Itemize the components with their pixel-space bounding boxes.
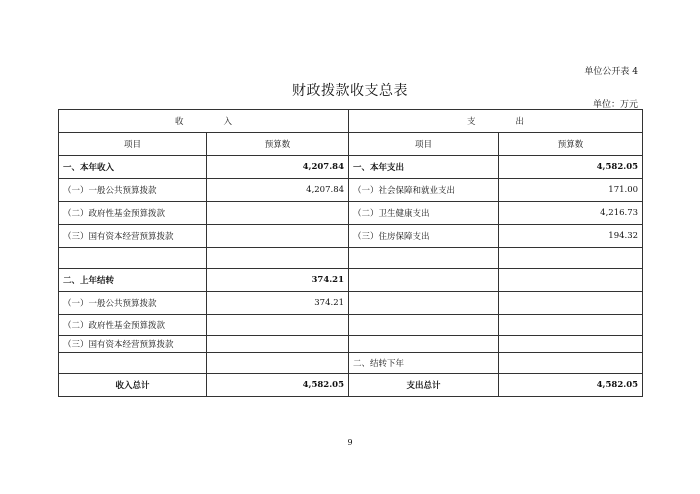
- table-row: [59, 315, 643, 336]
- page-number: 9: [347, 438, 353, 447]
- expense-amount-cell: 194.32: [499, 225, 643, 248]
- expense-item-cell: [349, 315, 499, 336]
- income-amount-cell: 374.21: [207, 269, 349, 292]
- expense-item-cell: （三）住房保障支出: [349, 225, 499, 248]
- expense-amount-cell: [499, 248, 643, 269]
- income-item-cell: （一）一般公共预算拨款: [59, 292, 207, 315]
- income-item-cell: 一、本年收入: [59, 156, 207, 179]
- income-total-value: 4,582.05: [207, 374, 349, 397]
- table-row: [59, 292, 643, 315]
- income-item-cell: [59, 248, 207, 269]
- expense-amount-cell: [499, 292, 643, 315]
- expense-item-cell: [349, 292, 499, 315]
- income-amount-cell: [207, 315, 349, 336]
- expense-item-cell: （二）卫生健康支出: [349, 202, 499, 225]
- expense-item-cell: 二、结转下年: [349, 353, 499, 374]
- income-total-label: 收入总计: [59, 374, 207, 397]
- expense-item-cell: [349, 269, 499, 292]
- income-section-header: 收入: [59, 110, 349, 133]
- table-row: [59, 353, 643, 374]
- expense-total-label: 支出总计: [349, 374, 499, 397]
- table-row: [59, 336, 643, 353]
- income-item-cell: （三）国有资本经营预算拨款: [59, 336, 207, 353]
- table-row: [59, 156, 643, 179]
- column-header-row: [59, 133, 643, 156]
- table-row: [59, 225, 643, 248]
- expense-total-value: 4,582.05: [499, 374, 643, 397]
- income-item-cell: （二）政府性基金预算拨款: [59, 202, 207, 225]
- budget-table: [58, 109, 643, 397]
- income-item-header: 项目: [59, 133, 207, 156]
- expense-item-cell: 一、本年支出: [349, 156, 499, 179]
- income-amount-cell: 374.21: [207, 292, 349, 315]
- expense-item-cell: [349, 336, 499, 353]
- income-amount-cell: [207, 353, 349, 374]
- section-header-row: [59, 110, 643, 133]
- expense-amount-cell: [499, 353, 643, 374]
- expense-amount-cell: [499, 315, 643, 336]
- income-item-cell: 二、上年结转: [59, 269, 207, 292]
- income-amount-cell: [207, 248, 349, 269]
- unit-label: 单位：万元: [592, 100, 638, 110]
- expense-amount-cell: 171.00: [499, 179, 643, 202]
- expense-item-cell: [349, 248, 499, 269]
- expense-item-header: 项目: [349, 133, 499, 156]
- expense-section-header: 支出: [349, 110, 643, 133]
- income-item-cell: （三）国有资本经营预算拨款: [59, 225, 207, 248]
- income-item-cell: [59, 353, 207, 374]
- totals-row: [59, 374, 643, 397]
- expense-amount-cell: 4,582.05: [499, 156, 643, 179]
- income-amount-cell: [207, 202, 349, 225]
- expense-amount-header: 预算数: [499, 133, 643, 156]
- expense-amount-cell: [499, 336, 643, 353]
- table-row: [59, 179, 643, 202]
- income-amount-cell: 4,207.84: [207, 179, 349, 202]
- table-row: [59, 269, 643, 292]
- income-amount-header: 预算数: [207, 133, 349, 156]
- expense-item-cell: （一）社会保障和就业支出: [349, 179, 499, 202]
- income-item-cell: （一）一般公共预算拨款: [59, 179, 207, 202]
- income-amount-cell: 4,207.84: [207, 156, 349, 179]
- income-item-cell: （二）政府性基金预算拨款: [59, 315, 207, 336]
- page-title: 财政拨款收支总表: [292, 83, 408, 99]
- expense-amount-cell: 4,216.73: [499, 202, 643, 225]
- doc-id: 单位公开表 4: [584, 67, 638, 77]
- income-amount-cell: [207, 336, 349, 353]
- expense-amount-cell: [499, 269, 643, 292]
- table-row: [59, 202, 643, 225]
- table-row: [59, 248, 643, 269]
- income-amount-cell: [207, 225, 349, 248]
